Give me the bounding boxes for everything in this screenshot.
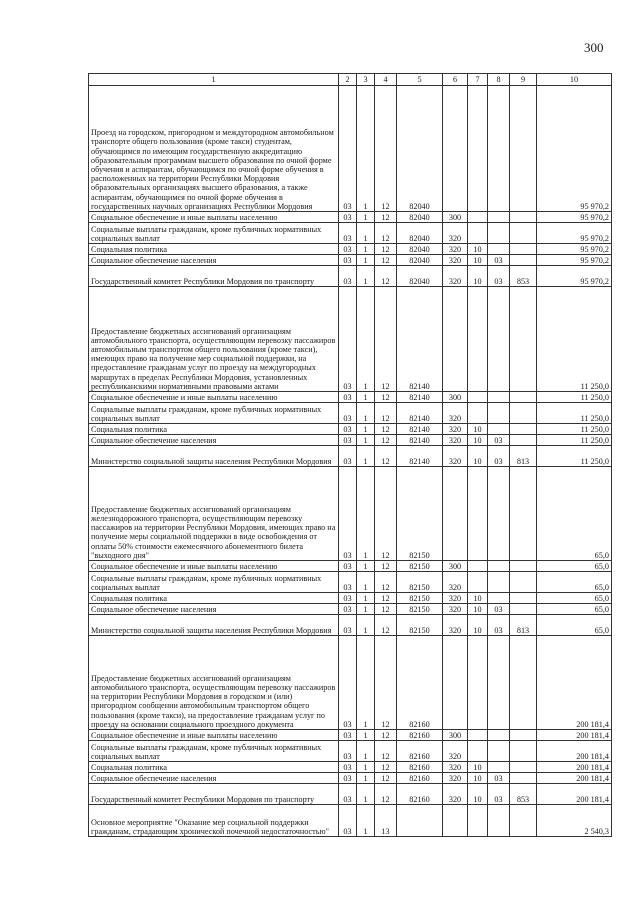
code-cell: 1 [357,615,375,636]
code-cell [468,212,488,223]
code-cell: 320 [443,403,468,424]
code-cell [443,467,468,561]
code-cell [510,287,537,392]
code-cell: 10 [468,773,488,784]
code-cell: 82150 [397,593,443,604]
row-name-cell: Социальное обеспечение и иные выплаты населению [89,730,339,741]
code-cell [488,403,510,424]
page-number: 300 [584,40,604,55]
row-name-cell: Государственный комитет Республики Мордовия по транспорту [89,266,339,287]
code-cell [443,86,468,212]
table-row [89,435,612,446]
table-row [89,403,612,424]
row-name-cell: Предоставление бюджетных ассигнований организациям автомобильного транспорта, осуществляющим перевозку пассажиров на территории Республики Мордовия в городском и (или) пригородном сообщении автомобильным транспортом общего пользования (кроме такси), на предоставление гражданам услуг по проезду на основании социального проездного документа [89,636,339,730]
code-cell: 03 [339,762,357,773]
code-cell: 853 [510,266,537,287]
code-cell: 813 [510,446,537,467]
code-cell [468,86,488,212]
code-cell: 12 [375,762,397,773]
table-row [89,392,612,403]
code-cell: 03 [339,392,357,403]
code-cell: 10 [468,435,488,446]
table-row [89,424,612,435]
table-row [89,636,612,730]
code-cell [488,287,510,392]
code-cell: 03 [339,446,357,467]
amount-cell: 11 250,0 [537,392,612,403]
code-cell: 1 [357,255,375,266]
code-cell: 320 [443,741,468,762]
amount-cell: 95 970,2 [537,244,612,255]
code-cell: 82160 [397,762,443,773]
row-name-cell: Основное мероприятие "Оказание мер социальной поддержки гражданам, страдающим хронической почечной недостаточностью" [89,805,339,837]
code-cell: 03 [488,255,510,266]
code-cell: 03 [339,615,357,636]
code-cell: 03 [339,604,357,615]
table-row [89,730,612,741]
column-header: 9 [510,74,537,86]
code-cell: 82140 [397,435,443,446]
code-cell [468,392,488,403]
table-row [89,593,612,604]
code-cell [488,223,510,244]
code-cell: 1 [357,762,375,773]
code-cell: 12 [375,223,397,244]
code-cell: 12 [375,593,397,604]
code-cell: 10 [468,446,488,467]
code-cell: 03 [339,266,357,287]
row-name-cell: Государственный комитет Республики Мордовия по транспорту [89,784,339,805]
code-cell [468,223,488,244]
table-row [89,287,612,392]
amount-cell: 11 250,0 [537,435,612,446]
code-cell [468,730,488,741]
code-cell: 82150 [397,467,443,561]
table-header-row [89,74,612,86]
row-name-cell: Предоставление бюджетных ассигнований организациям железнодорожного транспорта, осуществляющим перевозку пассажиров на территории Республики Мордовия, имеющих право на получение меры социальной поддержки в виде освобождения от оплаты 50% стоимости ежемесячного абонементного билета "выходного дня" [89,467,339,561]
code-cell [468,561,488,572]
code-cell: 03 [488,446,510,467]
row-name-cell: Социальные выплаты гражданам, кроме публичных нормативных социальных выплат [89,572,339,593]
code-cell: 1 [357,392,375,403]
code-cell: 03 [488,615,510,636]
code-cell [510,593,537,604]
code-cell: 03 [339,741,357,762]
code-cell: 82160 [397,773,443,784]
code-cell: 12 [375,636,397,730]
code-cell: 320 [443,773,468,784]
code-cell: 12 [375,403,397,424]
code-cell: 82160 [397,784,443,805]
code-cell [510,403,537,424]
row-name-cell: Социальные выплаты гражданам, кроме публичных нормативных социальных выплат [89,223,339,244]
amount-cell: 65,0 [537,467,612,561]
code-cell [488,593,510,604]
code-cell: 12 [375,255,397,266]
code-cell: 1 [357,741,375,762]
code-cell: 320 [443,435,468,446]
code-cell [488,730,510,741]
table-row [89,561,612,572]
code-cell: 1 [357,467,375,561]
row-name-cell: Социальная политика [89,244,339,255]
code-cell: 10 [468,784,488,805]
code-cell [468,741,488,762]
code-cell: 813 [510,615,537,636]
amount-cell: 200 181,4 [537,773,612,784]
code-cell: 12 [375,773,397,784]
code-cell: 320 [443,446,468,467]
code-cell [510,424,537,435]
table-row [89,255,612,266]
code-cell: 12 [375,784,397,805]
code-cell: 12 [375,615,397,636]
row-name-cell: Социальное обеспечение населения [89,604,339,615]
code-cell: 1 [357,86,375,212]
code-cell: 12 [375,572,397,593]
code-cell [488,467,510,561]
code-cell: 03 [339,435,357,446]
table-body [89,86,612,837]
code-cell: 03 [339,636,357,730]
code-cell: 12 [375,212,397,223]
code-cell: 1 [357,730,375,741]
code-cell: 12 [375,435,397,446]
code-cell: 12 [375,287,397,392]
column-header: 4 [375,74,397,86]
code-cell: 03 [488,604,510,615]
code-cell: 03 [339,287,357,392]
code-cell: 10 [468,255,488,266]
table-row [89,467,612,561]
code-cell [468,805,488,837]
code-cell: 320 [443,604,468,615]
code-cell: 82040 [397,212,443,223]
code-cell: 300 [443,730,468,741]
amount-cell: 65,0 [537,615,612,636]
budget-table [88,73,612,837]
code-cell [488,636,510,730]
table-row [89,86,612,212]
code-cell: 1 [357,446,375,467]
code-cell: 300 [443,212,468,223]
table-row [89,244,612,255]
code-cell: 1 [357,435,375,446]
row-name-cell: Социальное обеспечение населения [89,773,339,784]
code-cell: 10 [468,762,488,773]
code-cell: 1 [357,636,375,730]
code-cell: 03 [339,784,357,805]
code-cell: 320 [443,266,468,287]
column-header: 5 [397,74,443,86]
code-cell: 1 [357,403,375,424]
code-cell: 10 [468,266,488,287]
code-cell [510,223,537,244]
code-cell [510,561,537,572]
code-cell: 82150 [397,615,443,636]
code-cell [443,636,468,730]
code-cell: 03 [339,561,357,572]
code-cell [510,773,537,784]
code-cell [397,805,443,837]
code-cell [510,762,537,773]
code-cell: 03 [339,223,357,244]
code-cell [510,730,537,741]
amount-cell: 65,0 [537,604,612,615]
code-cell: 03 [339,773,357,784]
row-name-cell: Предоставление бюджетных ассигнований организациям автомобильного транспорта, осуществляющим перевозку пассажиров автомобильным транспортом общего пользования (кроме такси), имеющих право на получение мер социальной поддержки, на предоставление гражданам услуг по проезду на междугородных маршрутах в пределах Республики Мордовия, установленных республиканскими нормативными правовыми актами [89,287,339,392]
code-cell: 320 [443,424,468,435]
code-cell [488,212,510,223]
table-row [89,212,612,223]
code-cell: 1 [357,593,375,604]
code-cell: 82040 [397,255,443,266]
amount-cell: 200 181,4 [537,636,612,730]
amount-cell: 95 970,2 [537,255,612,266]
code-cell: 03 [488,773,510,784]
code-cell [468,636,488,730]
table-row [89,615,612,636]
code-cell: 82160 [397,636,443,730]
code-cell: 03 [488,266,510,287]
code-cell [468,403,488,424]
code-cell: 82140 [397,424,443,435]
code-cell: 320 [443,223,468,244]
column-header: 10 [537,74,612,86]
code-cell [488,86,510,212]
code-cell [510,212,537,223]
code-cell: 12 [375,561,397,572]
code-cell: 320 [443,762,468,773]
code-cell: 82140 [397,392,443,403]
row-name-cell: Социальное обеспечение и иные выплаты населению [89,212,339,223]
code-cell [510,636,537,730]
row-name-cell: Социальные выплаты гражданам, кроме публичных нормативных социальных выплат [89,741,339,762]
amount-cell: 65,0 [537,593,612,604]
code-cell: 82160 [397,730,443,741]
amount-cell: 65,0 [537,572,612,593]
code-cell [510,392,537,403]
table-row [89,773,612,784]
code-cell: 12 [375,730,397,741]
column-header: 8 [488,74,510,86]
code-cell: 03 [339,805,357,837]
table-row [89,572,612,593]
code-cell: 82140 [397,403,443,424]
table-row [89,762,612,773]
table-row [89,604,612,615]
row-name-cell: Социальное обеспечение и иные выплаты населению [89,392,339,403]
code-cell: 1 [357,784,375,805]
code-cell [443,805,468,837]
amount-cell: 65,0 [537,561,612,572]
code-cell: 12 [375,741,397,762]
amount-cell: 11 250,0 [537,446,612,467]
code-cell: 82040 [397,223,443,244]
code-cell: 03 [339,212,357,223]
amount-cell: 200 181,4 [537,784,612,805]
code-cell: 1 [357,572,375,593]
row-name-cell: Социальная политика [89,593,339,604]
code-cell: 03 [339,730,357,741]
table-row [89,741,612,762]
amount-cell: 95 970,2 [537,212,612,223]
code-cell [488,424,510,435]
code-cell: 03 [339,467,357,561]
code-cell [468,287,488,392]
code-cell: 03 [339,86,357,212]
code-cell [488,572,510,593]
code-cell [488,762,510,773]
amount-cell: 200 181,4 [537,741,612,762]
code-cell [510,86,537,212]
code-cell: 82150 [397,561,443,572]
table-row [89,266,612,287]
code-cell: 12 [375,392,397,403]
column-header: 7 [468,74,488,86]
code-cell: 1 [357,266,375,287]
code-cell [468,467,488,561]
code-cell: 10 [468,424,488,435]
code-cell: 03 [488,435,510,446]
code-cell [510,244,537,255]
code-cell [488,244,510,255]
code-cell: 82150 [397,572,443,593]
code-cell: 300 [443,392,468,403]
code-cell: 320 [443,572,468,593]
code-cell: 03 [339,572,357,593]
row-name-cell: Министерство социальной защиты населения Республики Мордовия [89,615,339,636]
code-cell [510,741,537,762]
code-cell: 10 [468,593,488,604]
table-row [89,805,612,837]
code-cell: 10 [468,615,488,636]
column-header: 1 [89,74,339,86]
code-cell: 1 [357,244,375,255]
code-cell: 13 [375,805,397,837]
code-cell: 1 [357,561,375,572]
amount-cell: 200 181,4 [537,730,612,741]
table-row [89,223,612,244]
code-cell [488,392,510,403]
row-name-cell: Министерство социальной защиты населения Республики Мордовия [89,446,339,467]
amount-cell: 11 250,0 [537,424,612,435]
column-header: 3 [357,74,375,86]
code-cell: 1 [357,604,375,615]
code-cell: 1 [357,223,375,244]
code-cell: 1 [357,773,375,784]
code-cell: 03 [488,784,510,805]
code-cell: 320 [443,615,468,636]
amount-cell: 95 970,2 [537,223,612,244]
code-cell: 1 [357,212,375,223]
code-cell: 320 [443,784,468,805]
code-cell: 320 [443,255,468,266]
column-header: 6 [443,74,468,86]
table-row [89,446,612,467]
code-cell [488,741,510,762]
code-cell [510,467,537,561]
code-cell: 03 [339,255,357,266]
row-name-cell: Социальная политика [89,424,339,435]
code-cell [443,287,468,392]
code-cell: 82040 [397,266,443,287]
amount-cell: 95 970,2 [537,86,612,212]
code-cell: 1 [357,287,375,392]
row-name-cell: Проезд на городском, пригородном и междугородном автомобильном транспорте общего пользования (кроме такси) студентам, обучающимся по имеющим государственную аккредитацию образовательным программам высшего образования по очной форме обучения и аспирантам, обучающимся по очной форме обучения в расположенных на территории Республики Мордовия образовательных организациях высшего образования, а также аспирантам, обучающимся по очной форме обучения в государственных научных организациях Республики Мордовия [89,86,339,212]
code-cell: 300 [443,561,468,572]
column-header: 2 [339,74,357,86]
code-cell [510,604,537,615]
row-name-cell: Социальная политика [89,762,339,773]
code-cell: 03 [339,244,357,255]
code-cell: 12 [375,446,397,467]
code-cell: 82150 [397,604,443,615]
code-cell: 10 [468,244,488,255]
table-row [89,784,612,805]
code-cell: 853 [510,784,537,805]
code-cell [510,572,537,593]
code-cell: 12 [375,244,397,255]
row-name-cell: Социальное обеспечение населения [89,435,339,446]
code-cell: 1 [357,805,375,837]
code-cell: 320 [443,593,468,604]
code-cell [510,255,537,266]
code-cell [468,572,488,593]
code-cell [488,805,510,837]
row-name-cell: Социальное обеспечение и иные выплаты населению [89,561,339,572]
code-cell: 03 [339,403,357,424]
code-cell: 82140 [397,287,443,392]
code-cell: 82140 [397,446,443,467]
code-cell: 82160 [397,741,443,762]
code-cell: 82040 [397,86,443,212]
row-name-cell: Социальные выплаты гражданам, кроме публичных нормативных социальных выплат [89,403,339,424]
amount-cell: 11 250,0 [537,287,612,392]
code-cell [510,805,537,837]
code-cell: 1 [357,424,375,435]
amount-cell: 2 540,3 [537,805,612,837]
amount-cell: 95 970,2 [537,266,612,287]
code-cell: 12 [375,424,397,435]
code-cell: 12 [375,86,397,212]
code-cell [510,435,537,446]
code-cell: 12 [375,604,397,615]
code-cell: 03 [339,593,357,604]
code-cell: 10 [468,604,488,615]
amount-cell: 200 181,4 [537,762,612,773]
code-cell: 82040 [397,244,443,255]
code-cell: 12 [375,266,397,287]
code-cell: 12 [375,467,397,561]
row-name-cell: Социальное обеспечение населения [89,255,339,266]
code-cell [488,561,510,572]
code-cell: 03 [339,424,357,435]
amount-cell: 11 250,0 [537,403,612,424]
code-cell: 320 [443,244,468,255]
